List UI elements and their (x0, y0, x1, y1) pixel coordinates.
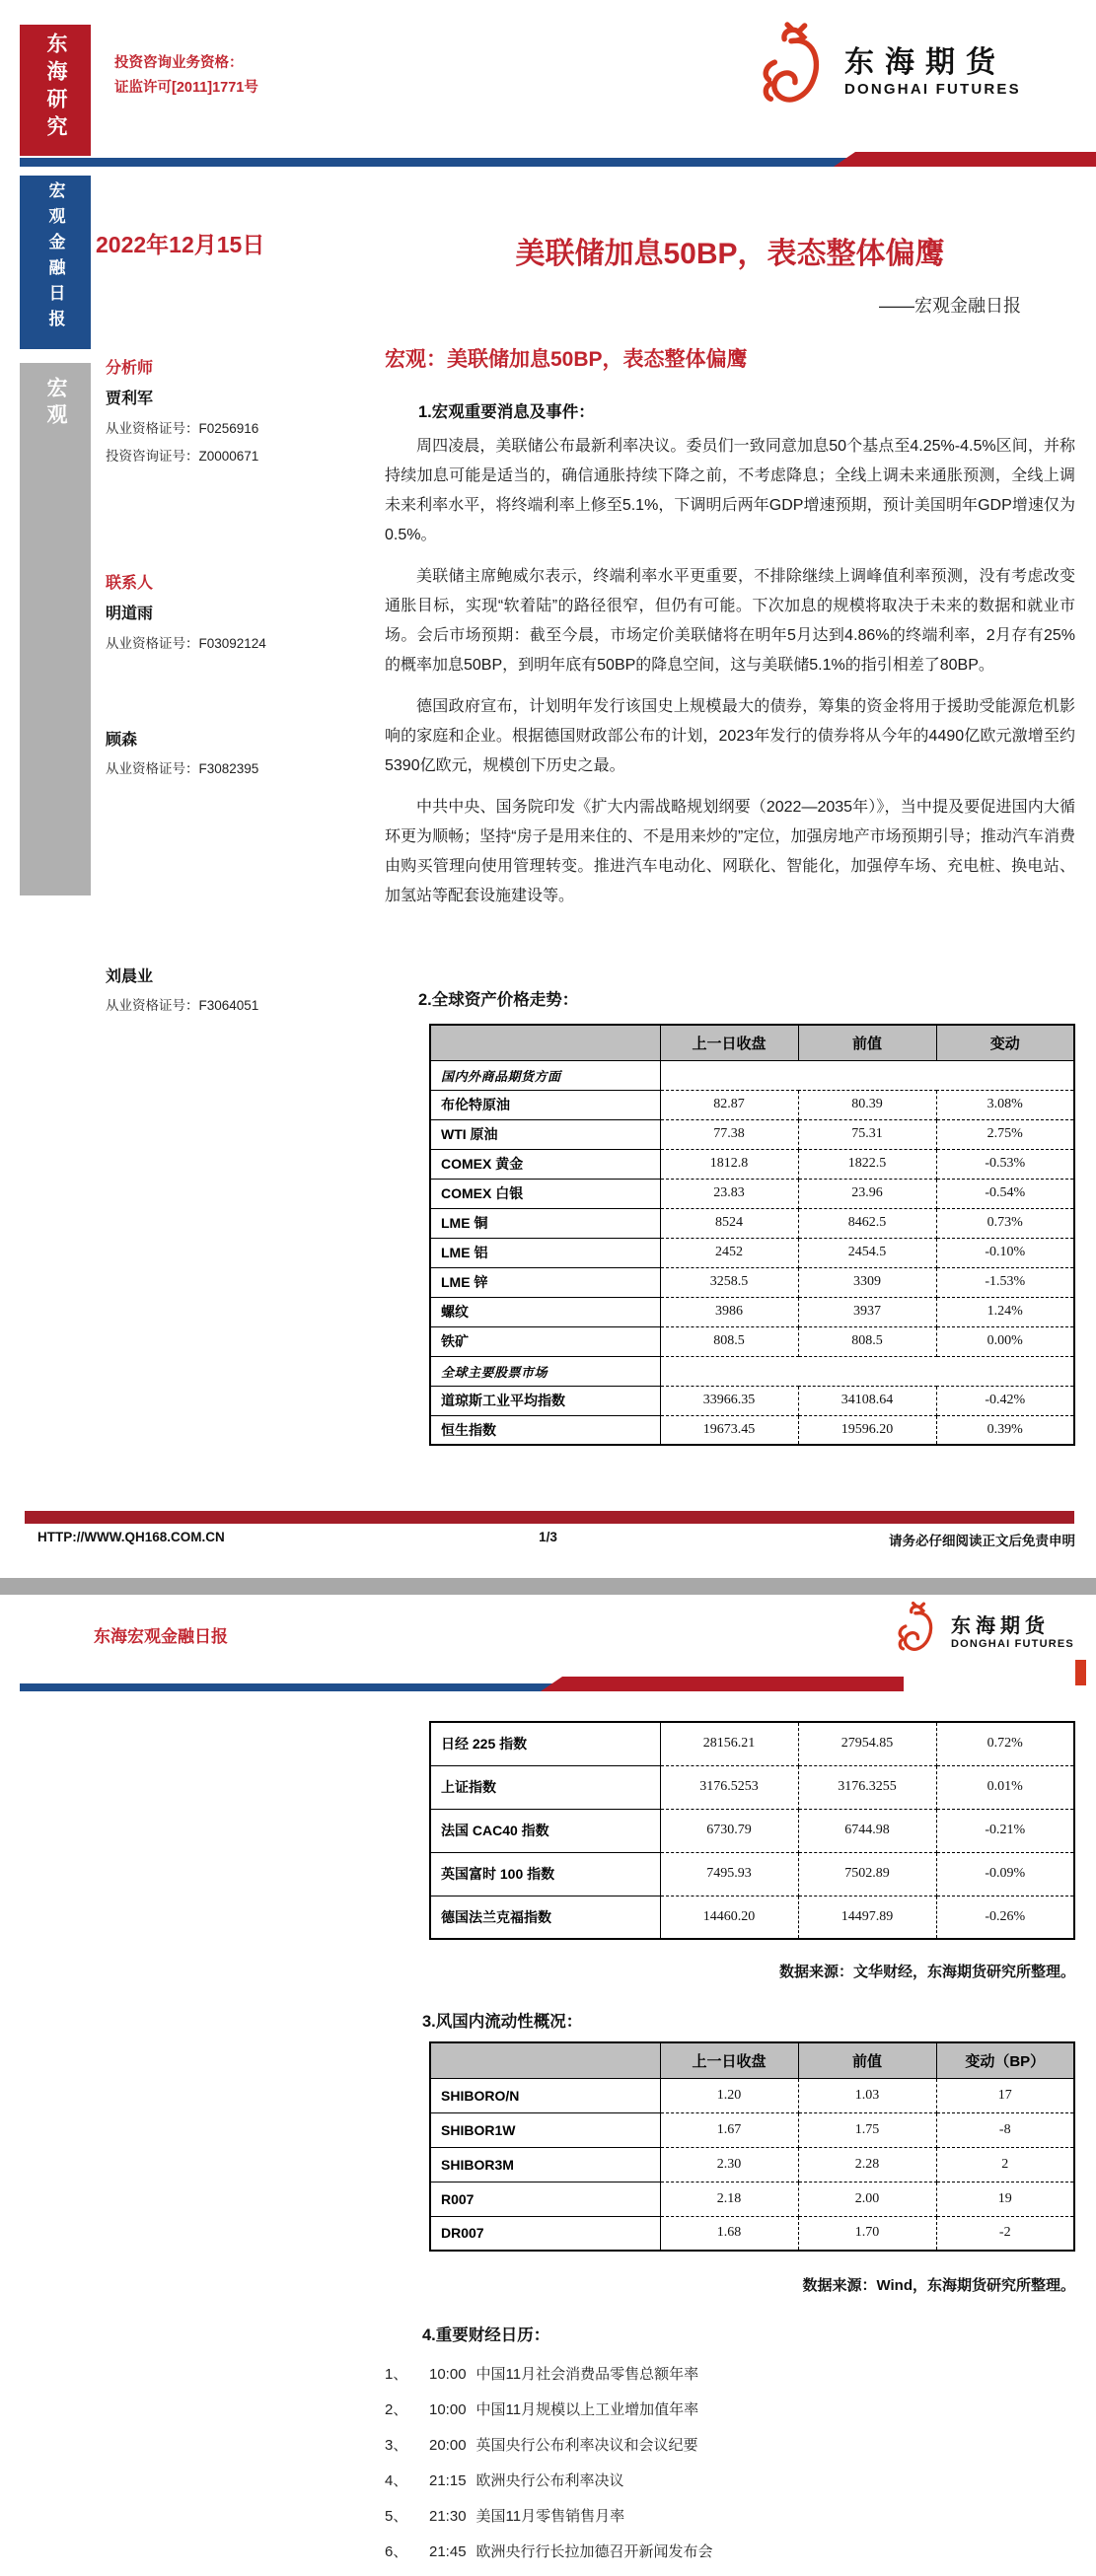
section-heading: 宏观：美联储加息50BP，表态整体偏鹰 (385, 348, 748, 371)
row-value: 0.72% (936, 1722, 1074, 1765)
calendar-item (385, 2363, 713, 2389)
row-label: 法国 CAC40 指数 (430, 1809, 660, 1852)
table-row (430, 2078, 1074, 2112)
row-value: -0.09% (936, 1852, 1074, 1896)
header-divider-blue (20, 158, 846, 167)
data-source-wind: 数据来源：Wind，东海期货研究所整理。 (802, 2277, 1075, 2294)
row-value: 23.83 (660, 1179, 798, 1208)
column-header (430, 2042, 660, 2078)
row-value: -0.53% (936, 1149, 1074, 1179)
brand-vertical-label: 东海研究 (44, 33, 67, 143)
row-value: 3986 (660, 1297, 798, 1326)
row-value: 7502.89 (798, 1852, 936, 1896)
row-label: R007 (430, 2182, 660, 2216)
contact-name: 顾森 (106, 732, 138, 749)
row-label: LME 铝 (430, 1238, 660, 1267)
row-value: -0.26% (936, 1896, 1074, 1939)
table-row (430, 2182, 1074, 2216)
row-label: SHIBOR1W (430, 2112, 660, 2147)
row-value: 2.18 (660, 2182, 798, 2216)
column-header: 前值 (798, 2042, 936, 2078)
dragon-logo-icon (888, 1603, 943, 1656)
contact-cert: 从业资格证号：F3082395 (106, 761, 259, 776)
row-label: 日经 225 指数 (430, 1722, 660, 1765)
row-value: 2452 (660, 1238, 798, 1267)
body-paragraph: 美联储主席鲍威尔表示，终端利率水平更重要，不排除继续上调峰值利率预测，没有考虑改变通胀目标，实现“软着陆”的路径很窄，但仍有可能。下次加息的规模将取决于未来的数据和就业市场。会后市场预期：截至今晨，市场定价美联储将在明年5月达到4.86%的终端利率，2月存有25%的概率加息50BP，到明年底有50BP的降息空间，这与美联储5.1%的指引相差了80BP。 (385, 568, 1075, 674)
section-label: 国内外商品期货方面 (430, 1060, 660, 1090)
table-row (430, 1765, 1074, 1809)
row-value: 1.24% (936, 1297, 1074, 1326)
row-value: 80.39 (798, 1090, 936, 1119)
row-label: 布伦特原油 (430, 1090, 660, 1119)
dragon-logo-icon (746, 24, 837, 110)
calendar-item-event: 欧洲央行公布利率决议 (475, 2472, 624, 2489)
company-logo (888, 1603, 1074, 1656)
row-value: 75.31 (798, 1119, 936, 1149)
liquidity-table (429, 2041, 1075, 2252)
calendar-item (385, 2469, 713, 2495)
row-value: 1822.5 (798, 1149, 936, 1179)
table-header-row (430, 2042, 1074, 2078)
contact-role-label: 联系人 (106, 575, 154, 592)
column-header: 上一日收盘 (660, 2042, 798, 2078)
row-label: COMEX 黄金 (430, 1149, 660, 1179)
row-value: 2.75% (936, 1119, 1074, 1149)
row-value: 8524 (660, 1208, 798, 1238)
row-value: 33966.35 (660, 1386, 798, 1415)
body-paragraphs (385, 432, 1075, 923)
row-value: 3176.3255 (798, 1765, 936, 1809)
row-value: 82.87 (660, 1090, 798, 1119)
item1-heading: 1.宏观重要消息及事件： (418, 403, 595, 421)
company-logo (746, 24, 1021, 110)
logo-english-name: DONGHAI FUTURES (951, 1637, 1074, 1650)
header-divider-red (834, 152, 1096, 167)
header-divider-red (541, 1677, 904, 1691)
table-row (430, 2112, 1074, 2147)
calendar-item (385, 2398, 713, 2424)
item3-heading: 3.风国内流动性概况： (422, 2013, 583, 2031)
contact-cert: 从业资格证号：F3064051 (106, 998, 259, 1013)
table-row (430, 1809, 1074, 1852)
economic-calendar (385, 2363, 713, 2576)
report-title: 美联储加息50BP，表态整体偏鹰 (515, 238, 945, 270)
calendar-item-number: 2、 (385, 2401, 408, 2418)
row-value: 3.08% (936, 1090, 1074, 1119)
section-vertical-label: 宏观 (44, 377, 67, 430)
calendar-item-event: 中国11月规模以上工业增加值年率 (475, 2401, 699, 2418)
row-value: -0.10% (936, 1238, 1074, 1267)
asset-price-table (429, 1024, 1075, 1446)
body-paragraph: 中共中央、国务院印发《扩大内需战略规划纲要（2022—2035年）》，当中提及要促进国内大循环更为顺畅；坚持“房子是用来住的、不是用来炒的”定位，加强房地产市场预期引导；推动汽车消费由购买管理向使用管理转变。推进汽车电动化、网联化、智能化，加强停车场、充电桩、换电站、加氢站等配套设施建设等。 (385, 799, 1075, 904)
row-value: 3937 (798, 1297, 936, 1326)
page-separator (0, 1578, 1096, 1595)
calendar-item (385, 2505, 713, 2531)
row-value: 28156.21 (660, 1722, 798, 1765)
row-value: 23.96 (798, 1179, 936, 1208)
calendar-item-time: 10:00 (429, 2366, 467, 2383)
row-label: 铁矿 (430, 1326, 660, 1356)
row-value: 7495.93 (660, 1852, 798, 1896)
row-value: 3309 (798, 1267, 936, 1297)
row-value: 2.30 (660, 2147, 798, 2182)
row-label: SHIBORO/N (430, 2078, 660, 2112)
row-value: 0.01% (936, 1765, 1074, 1809)
footer-page-number: 1/3 (539, 1530, 557, 1544)
row-label: SHIBOR3M (430, 2147, 660, 2182)
row-value: 1.67 (660, 2112, 798, 2147)
row-value: 17 (936, 2078, 1074, 2112)
row-value: 19 (936, 2182, 1074, 2216)
table-row (430, 1267, 1074, 1297)
table-row (430, 1297, 1074, 1326)
table-row (430, 1090, 1074, 1119)
table-row (430, 1208, 1074, 1238)
row-value: -2 (936, 2216, 1074, 2251)
table-row (430, 1415, 1074, 1445)
row-value: 0.39% (936, 1415, 1074, 1445)
divider-accent (1075, 1660, 1086, 1685)
table-row (430, 1238, 1074, 1267)
logo-text (844, 37, 1021, 98)
row-value: 1812.8 (660, 1149, 798, 1179)
item4-heading: 4.重要财经日历： (422, 2326, 550, 2344)
row-value: 77.38 (660, 1119, 798, 1149)
qualification-line-2: 证监许可[2011]1771号 (114, 80, 258, 96)
data-source-wenhua: 数据来源：文华财经，东海期货研究所整理。 (778, 1964, 1075, 1980)
header-divider-blue (20, 1683, 552, 1691)
body-paragraph: 周四凌晨，美联储公布最新利率决议。委员们一致同意加息50个基点至4.25%-4.5%区间，并称持续加息可能是适当的，确信通胀持续下降之前，不考虑降息；全线上调未来通胀预测，全线上调未来利率水平，将终端利率上修至5.1%，下调明后两年GDP增速预期，预计美国明年GDP增速仅为0.5%。 (385, 438, 1075, 543)
table-row (430, 2216, 1074, 2251)
analyst-advisory-cert: 投资咨询证号：Z0000671 (106, 449, 259, 464)
table-row (430, 2147, 1074, 2182)
section-filler (660, 1356, 1074, 1386)
row-value: 1.03 (798, 2078, 936, 2112)
row-value: 2 (936, 2147, 1074, 2182)
table-header-row (430, 1025, 1074, 1060)
table-row (430, 1149, 1074, 1179)
logo-chinese-name: 东海期货 (951, 1614, 1050, 1637)
row-value: -0.54% (936, 1179, 1074, 1208)
report-vertical-label: 宏观金融日报 (45, 181, 65, 335)
page-2 (0, 1595, 1096, 2560)
row-value: 0.00% (936, 1326, 1074, 1356)
table-row (430, 1722, 1074, 1765)
row-value: 808.5 (660, 1326, 798, 1356)
analyst-role-label: 分析师 (106, 360, 154, 377)
table-row (430, 1119, 1074, 1149)
row-label: COMEX 白银 (430, 1179, 660, 1208)
column-header: 上一日收盘 (660, 1025, 798, 1060)
logo-chinese-name: 东海期货 (844, 45, 1006, 79)
row-value: -8 (936, 2112, 1074, 2147)
row-value: 2454.5 (798, 1238, 936, 1267)
calendar-item-time: 20:00 (429, 2437, 467, 2454)
table-row (430, 1896, 1074, 1939)
page2-header-title: 东海宏观金融日报 (94, 1627, 228, 1646)
row-value: 14497.89 (798, 1896, 936, 1939)
body-paragraph: 德国政府宣布，计划明年发行该国史上规模最大的债券，筹集的资金将用于援助受能源危机影响的家庭和企业。根据德国财政部公布的计划，2023年发行的债券将从今年的4490亿欧元激增至约5390亿欧元，规模创下历史之最。 (385, 698, 1075, 774)
section-sidebar-box (20, 363, 91, 895)
column-header: 前值 (798, 1025, 936, 1060)
qualification-text (114, 51, 258, 101)
row-label: LME 铜 (430, 1208, 660, 1238)
row-value: 3258.5 (660, 1267, 798, 1297)
row-label: WTI 原油 (430, 1119, 660, 1149)
row-label: 螺纹 (430, 1297, 660, 1326)
row-value: 3176.5253 (660, 1765, 798, 1809)
calendar-item-event: 欧洲央行行长拉加德召开新闻发布会 (475, 2543, 713, 2560)
calendar-item-number: 6、 (385, 2543, 408, 2560)
row-value: 1.68 (660, 2216, 798, 2251)
row-value: 0.73% (936, 1208, 1074, 1238)
column-header: 变动 (936, 1025, 1074, 1060)
report-sidebar-box (20, 176, 91, 349)
calendar-item-number: 5、 (385, 2508, 408, 2525)
row-value: 1.75 (798, 2112, 936, 2147)
row-label: 道琼斯工业平均指数 (430, 1386, 660, 1415)
footer-url: HTTP://WWW.QH168.COM.CN (37, 1530, 225, 1544)
row-label: 上证指数 (430, 1765, 660, 1809)
row-value: 14460.20 (660, 1896, 798, 1939)
row-label: 恒生指数 (430, 1415, 660, 1445)
row-value: -0.42% (936, 1386, 1074, 1415)
logo-english-name: DONGHAI FUTURES (844, 80, 1021, 98)
row-value: 6744.98 (798, 1809, 936, 1852)
row-value: 2.28 (798, 2147, 936, 2182)
row-label: 德国法兰克福指数 (430, 1896, 660, 1939)
calendar-item-event: 中国11月社会消费品零售总额年率 (475, 2366, 699, 2383)
row-value: 2.00 (798, 2182, 936, 2216)
row-label: DR007 (430, 2216, 660, 2251)
calendar-item-event: 英国央行公布利率决议和会议纪要 (475, 2437, 698, 2454)
asset-price-table-continued (429, 1721, 1075, 1940)
table-section-row (430, 1060, 1074, 1090)
table-row (430, 1179, 1074, 1208)
analyst-cert: 从业资格证号：F0256916 (106, 421, 259, 436)
contact-cert: 从业资格证号：F03092124 (106, 636, 266, 651)
calendar-item-number: 3、 (385, 2437, 408, 2454)
logo-text (951, 1610, 1074, 1650)
calendar-item-number: 4、 (385, 2472, 408, 2489)
row-value: -0.21% (936, 1809, 1074, 1852)
row-label: 英国富时 100 指数 (430, 1852, 660, 1896)
calendar-item-time: 21:45 (429, 2543, 467, 2560)
calendar-item-time: 21:15 (429, 2472, 467, 2489)
table-row (430, 1386, 1074, 1415)
table-section-row (430, 1356, 1074, 1386)
row-value: 27954.85 (798, 1722, 936, 1765)
footer-disclaimer: 请务必仔细阅读正文后免责申明 (889, 1534, 1075, 1548)
item2-heading: 2.全球资产价格走势： (418, 991, 579, 1009)
table-row (430, 1326, 1074, 1356)
row-value: 19596.20 (798, 1415, 936, 1445)
contact-name: 刘晨业 (106, 968, 154, 985)
analyst-name: 贾利军 (106, 391, 154, 407)
contact-name: 明道雨 (106, 606, 154, 622)
calendar-item-event: 美国11月零售销售月率 (475, 2508, 625, 2525)
brand-sidebar-box (20, 25, 91, 156)
calendar-item-time: 21:30 (429, 2508, 467, 2525)
section-label: 全球主要股票市场 (430, 1356, 660, 1386)
column-header (430, 1025, 660, 1060)
row-value: -1.53% (936, 1267, 1074, 1297)
row-value: 1.70 (798, 2216, 936, 2251)
column-header: 变动（BP） (936, 2042, 1074, 2078)
qualification-line-1: 投资咨询业务资格： (114, 55, 244, 71)
report-date: 2022年12月15日 (96, 232, 265, 257)
calendar-item-time: 10:00 (429, 2401, 467, 2418)
calendar-item (385, 2434, 713, 2460)
row-value: 6730.79 (660, 1809, 798, 1852)
row-label: LME 锌 (430, 1267, 660, 1297)
footer-bar (25, 1511, 1074, 1524)
calendar-item (385, 2540, 713, 2566)
row-value: 19673.45 (660, 1415, 798, 1445)
row-value: 8462.5 (798, 1208, 936, 1238)
calendar-item-number: 1、 (385, 2366, 408, 2383)
section-filler (660, 1060, 1074, 1090)
table-row (430, 1852, 1074, 1896)
row-value: 1.20 (660, 2078, 798, 2112)
row-value: 808.5 (798, 1326, 936, 1356)
row-value: 34108.64 (798, 1386, 936, 1415)
report-subtitle: ——宏观金融日报 (879, 296, 1021, 316)
